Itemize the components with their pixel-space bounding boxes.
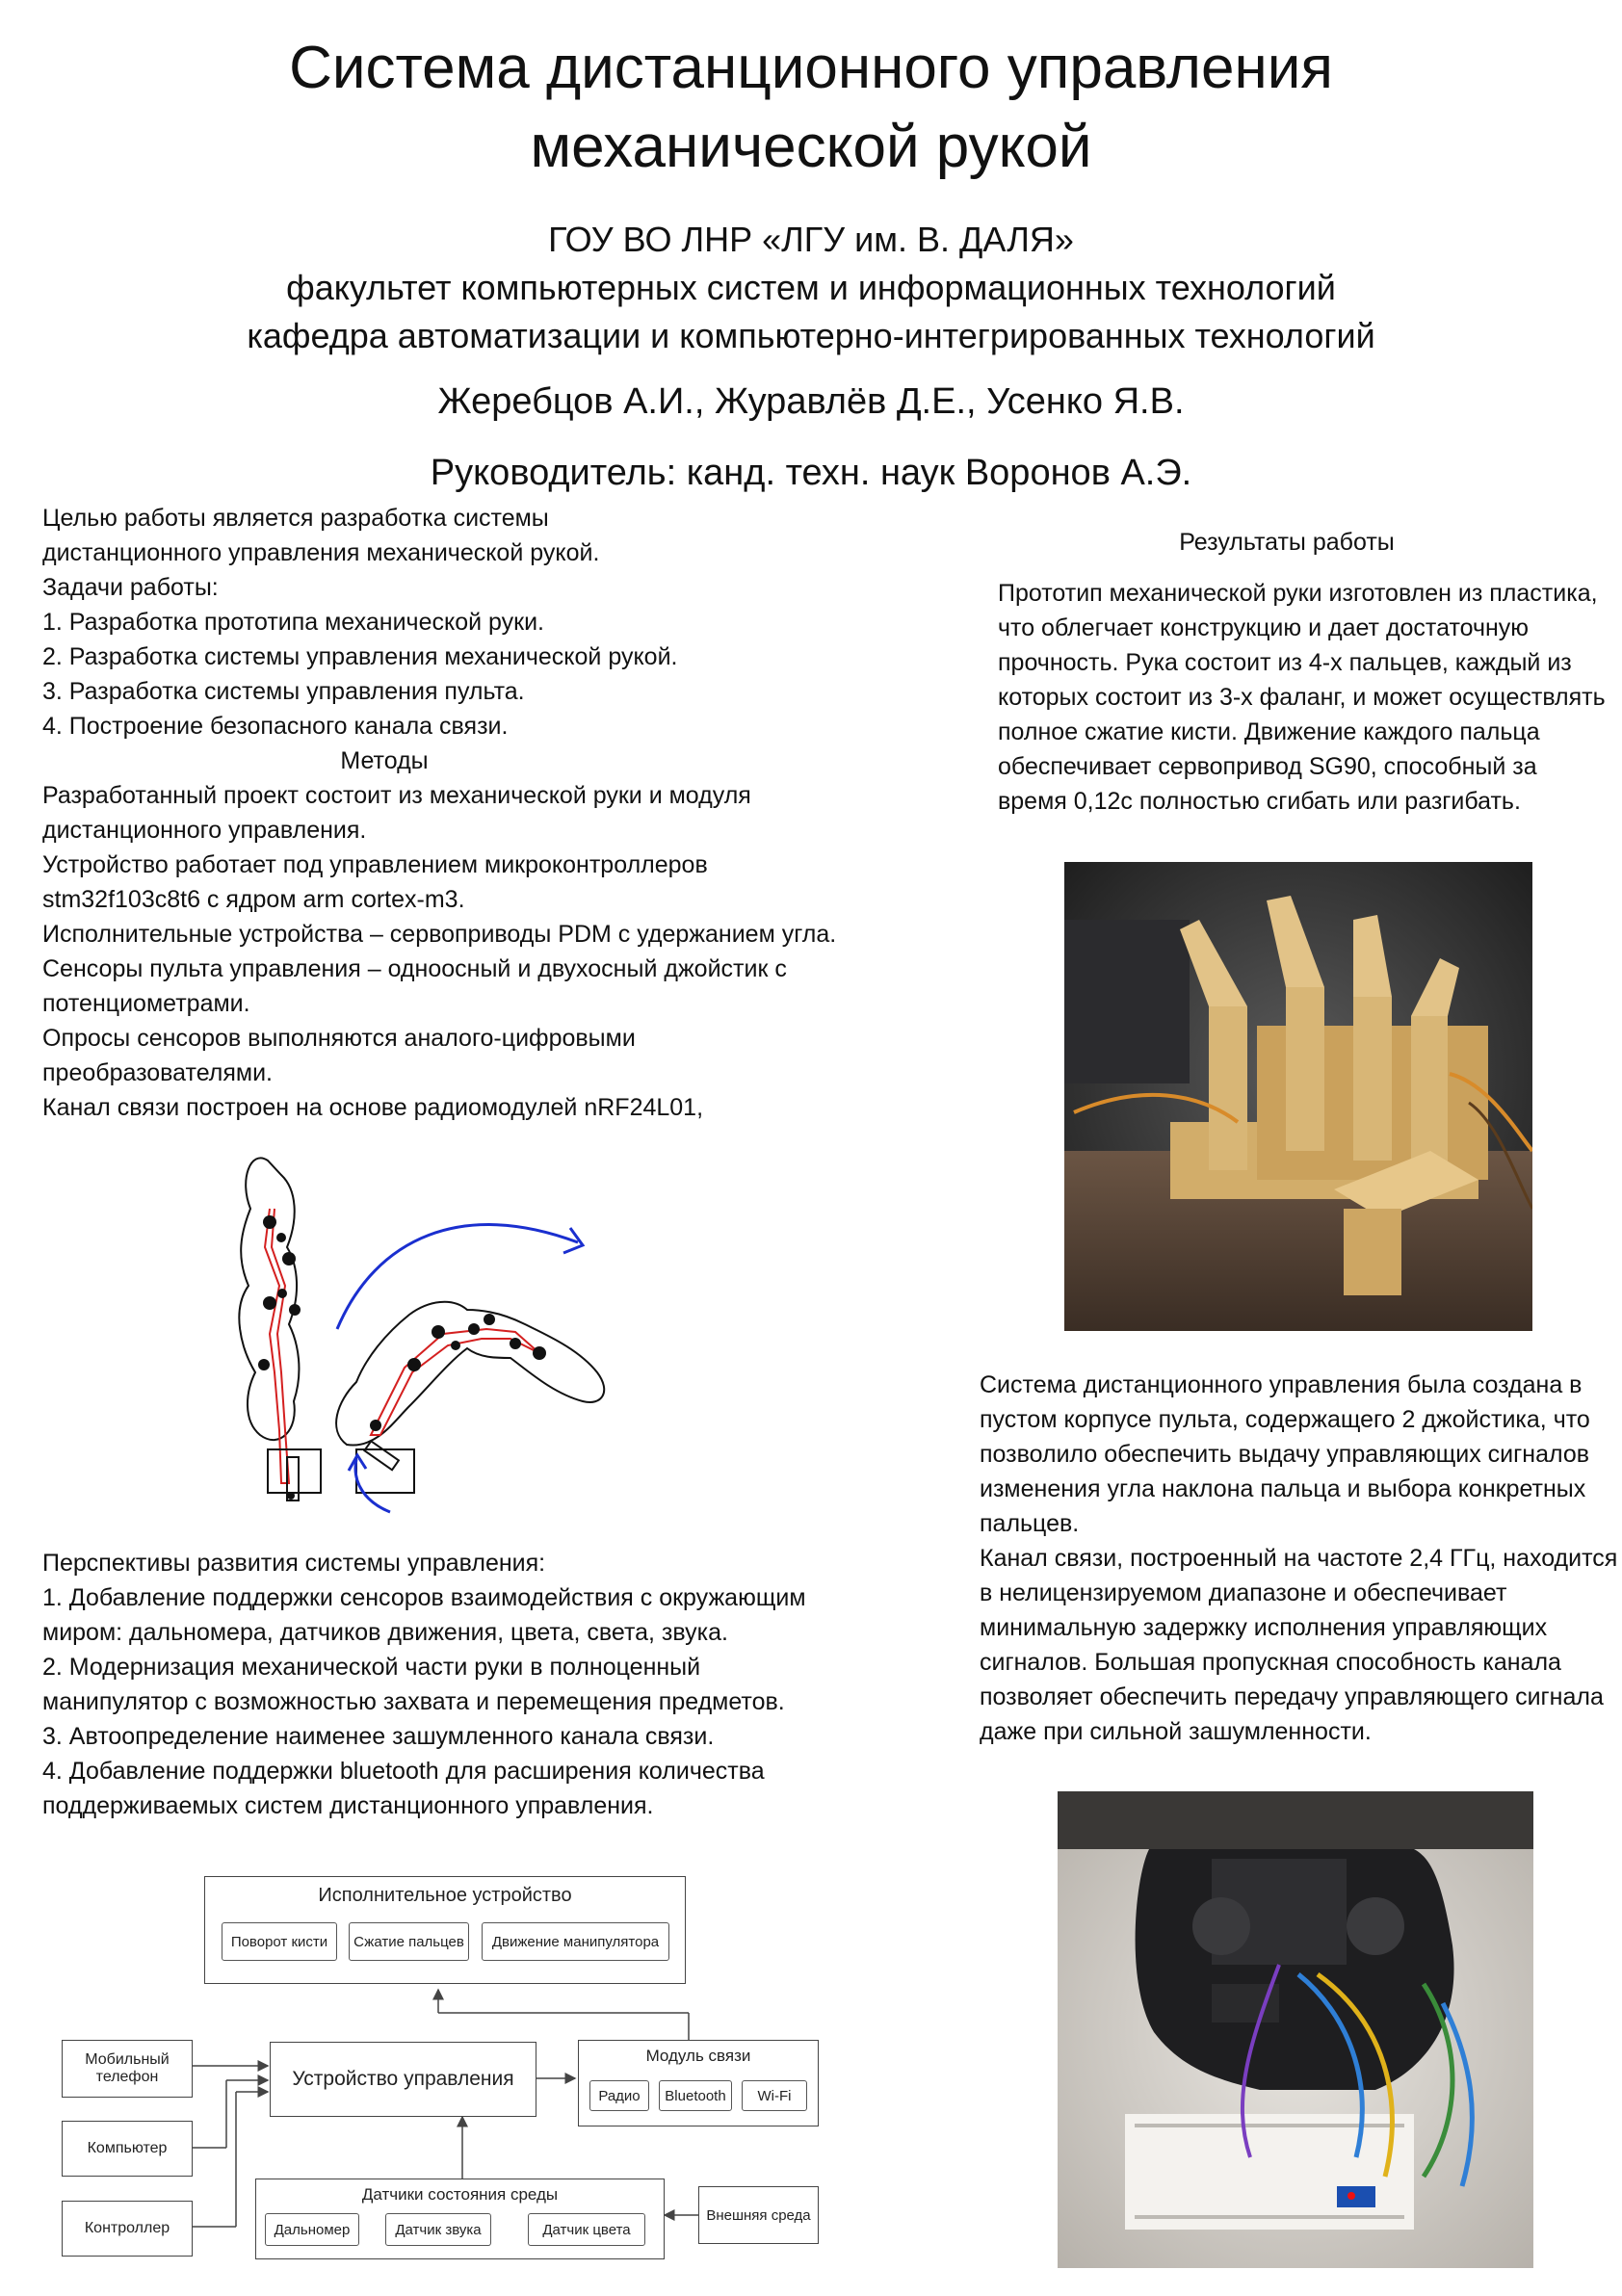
methods-line: дистанционного управления. <box>42 817 367 844</box>
title-line-2: механической рукой <box>530 114 1092 180</box>
results-line: Прототип механической руки изготовлен из пластика, <box>998 580 1598 607</box>
joint <box>533 1346 546 1360</box>
goal-section <box>42 501 837 1125</box>
finger-mechanism-diagram <box>222 1141 626 1526</box>
external-environment: Внешняя среда <box>698 2186 819 2244</box>
sensor-rangefinder: Дальномер <box>265 2213 359 2246</box>
control-section <box>980 1368 1618 1749</box>
joint <box>277 1289 287 1298</box>
methods-line: потенциометрами. <box>42 990 250 1017</box>
goal-line: Целью работы является разработка системы <box>42 505 549 532</box>
remote-controller-photo <box>1058 1791 1533 2268</box>
organization: ГОУ ВО ЛНР «ЛГУ им. В. ДАЛЯ» <box>548 220 1074 259</box>
results-line: обеспечивает сервопривод SG90, способный за <box>998 753 1537 780</box>
actuator-group-title: Исполнительное устройство <box>318 1885 572 1906</box>
sensor-color: Датчик цвета <box>528 2213 645 2246</box>
prospects-line: манипулятор с возможностью захвата и перемещения предметов. <box>42 1688 785 1715</box>
control-line: даже при сильной зашумленности. <box>980 1718 1372 1745</box>
joint <box>370 1420 381 1431</box>
control-device: Устройство управления <box>270 2042 536 2117</box>
joint <box>263 1296 276 1310</box>
input-controller: Контроллер <box>62 2201 193 2257</box>
faculty: факультет компьютерных систем и информационных технологий <box>286 268 1336 307</box>
servo-horn-right <box>364 1441 399 1470</box>
supervisor: Руководитель: канд. техн. наук Воронов А.Э. <box>430 453 1192 493</box>
results-section <box>998 576 1606 819</box>
sensor-group-title: Датчики состояния среды <box>361 2185 559 2204</box>
joint <box>468 1323 480 1335</box>
methods-line: Опросы сенсоров выполняются аналого-цифровыми <box>42 1025 636 1052</box>
sensor-sound: Датчик звука <box>385 2213 491 2246</box>
comm-wifi: Wi-Fi <box>742 2080 807 2111</box>
prospects-line: 4. Добавление поддержки bluetooth для расширения количества <box>42 1758 765 1785</box>
goal-line: дистанционного управления механической рукой. <box>42 539 600 566</box>
control-line: Канал связи, построенный на частоте 2,4 ГГц, находится <box>980 1545 1618 1572</box>
joint <box>510 1338 521 1349</box>
prospects-line: 2. Модернизация механической части руки в полноценный <box>42 1654 701 1681</box>
methods-line: Сенсоры пульта управления – одноосный и двухосный джойстик с <box>42 955 787 982</box>
goal-line: 3. Разработка системы управления пульта. <box>42 678 525 705</box>
joint <box>289 1304 301 1316</box>
methods-heading: Методы <box>340 747 429 774</box>
actuator-wrist-rotation: Поворот кисти <box>222 1922 337 1961</box>
actuator-manipulator-move: Движение манипулятора <box>482 1922 669 1961</box>
joint <box>451 1341 460 1350</box>
straight-finger-tendon <box>265 1209 289 1483</box>
methods-line: stm32f103c8t6 с ядром arm cortex-m3. <box>42 886 465 913</box>
prospects-line: 1. Добавление поддержки сенсоров взаимодействия с окружающим <box>42 1584 806 1611</box>
results-line: которых состоит из 3-х фаланг, и может осуществлять <box>998 684 1606 711</box>
prospects-line: поддерживаемых систем дистанционного управления. <box>42 1792 654 1819</box>
rotate-arrow <box>355 1459 390 1512</box>
methods-line: Разработанный проект состоит из механической руки и модуля <box>42 782 751 809</box>
poster-title <box>0 29 1622 187</box>
methods-line: Исполнительные устройства – сервоприводы PDM с удержанием угла. <box>42 921 837 948</box>
servo-box-right <box>356 1449 414 1493</box>
control-line: пустом корпусе пульта, содержащего 2 джойстика, что <box>980 1406 1590 1433</box>
results-line: время 0,12с полностью сгибать или разгибать. <box>998 788 1521 815</box>
servo-box-left <box>268 1449 321 1493</box>
joint <box>258 1359 270 1370</box>
authors: Жеребцов А.И., Журавлёв Д.Е., Усенко Я.В. <box>437 381 1185 422</box>
control-line: в нелицензируемом диапазоне и обеспечивает <box>980 1579 1507 1606</box>
prospects-line: миром: дальномера, датчиков движения, цвета, света, звука. <box>42 1619 728 1646</box>
goal-line: Задачи работы: <box>42 574 219 601</box>
joint <box>432 1325 445 1339</box>
joint <box>282 1252 296 1265</box>
control-line: позволило обеспечить выдачу управляющих сигналов <box>980 1441 1590 1468</box>
methods-line: Устройство работает под управлением микроконтроллеров <box>42 851 708 878</box>
results-line: прочность. Рука состоит из 4-х пальцев, каждый из <box>998 649 1572 676</box>
results-line: полное сжатие кисти. Движение каждого пальца <box>998 718 1540 745</box>
comm-module-title: Модуль связи <box>645 2047 751 2065</box>
input-computer: Компьютер <box>62 2121 193 2177</box>
prospects-section <box>42 1546 832 1823</box>
control-line: позволяет обеспечить передачу управляющего сигнала <box>980 1683 1604 1710</box>
control-line: пальцев. <box>980 1510 1080 1537</box>
joint <box>407 1358 421 1371</box>
control-line: сигналов. Большая пропускная способность канала <box>980 1649 1561 1676</box>
title-line-1: Система дистанционного управления <box>289 35 1333 101</box>
goal-line: 1. Разработка прототипа механической руки. <box>42 609 544 636</box>
prospects-line: Перспективы развития системы управления: <box>42 1550 546 1577</box>
goal-line: 4. Построение безопасного канала связи. <box>42 713 509 740</box>
remote-controller-illustration <box>1058 1791 1533 2268</box>
department: кафедра автоматизации и компьютерно-интегрированных технологий <box>247 316 1375 355</box>
joint <box>263 1215 276 1229</box>
comm-bluetooth: Bluetooth <box>659 2080 732 2111</box>
prospects-line: 3. Автоопределение наименее зашумленного канала связи. <box>42 1723 715 1750</box>
results-line: что облегчает конструкцию и дает достаточную <box>998 614 1530 641</box>
control-line: изменения угла наклона пальца и выбора конкретных <box>980 1475 1586 1502</box>
control-line: минимальную задержку исполнения управляющих <box>980 1614 1548 1641</box>
bend-arrow <box>337 1225 578 1329</box>
comm-radio: Радио <box>589 2080 649 2111</box>
block-diagram <box>58 1868 828 2263</box>
joint <box>276 1233 286 1242</box>
joint <box>484 1314 495 1325</box>
mechanical-hand-illustration <box>1064 862 1532 1331</box>
results-heading: Результаты работы <box>1179 529 1395 556</box>
mechanical-hand-photo <box>1064 862 1532 1331</box>
control-line: Система дистанционного управления была создана в <box>980 1371 1583 1398</box>
input-mobile-phone: Мобильный телефон <box>62 2040 193 2098</box>
actuator-finger-grip: Сжатие пальцев <box>349 1922 469 1961</box>
methods-line: преобразователями. <box>42 1059 274 1086</box>
goal-line: 2. Разработка системы управления механической рукой. <box>42 643 678 670</box>
joint <box>287 1492 295 1500</box>
methods-line: Канал связи построен на основе радиомодулей nRF24L01, <box>42 1094 704 1121</box>
